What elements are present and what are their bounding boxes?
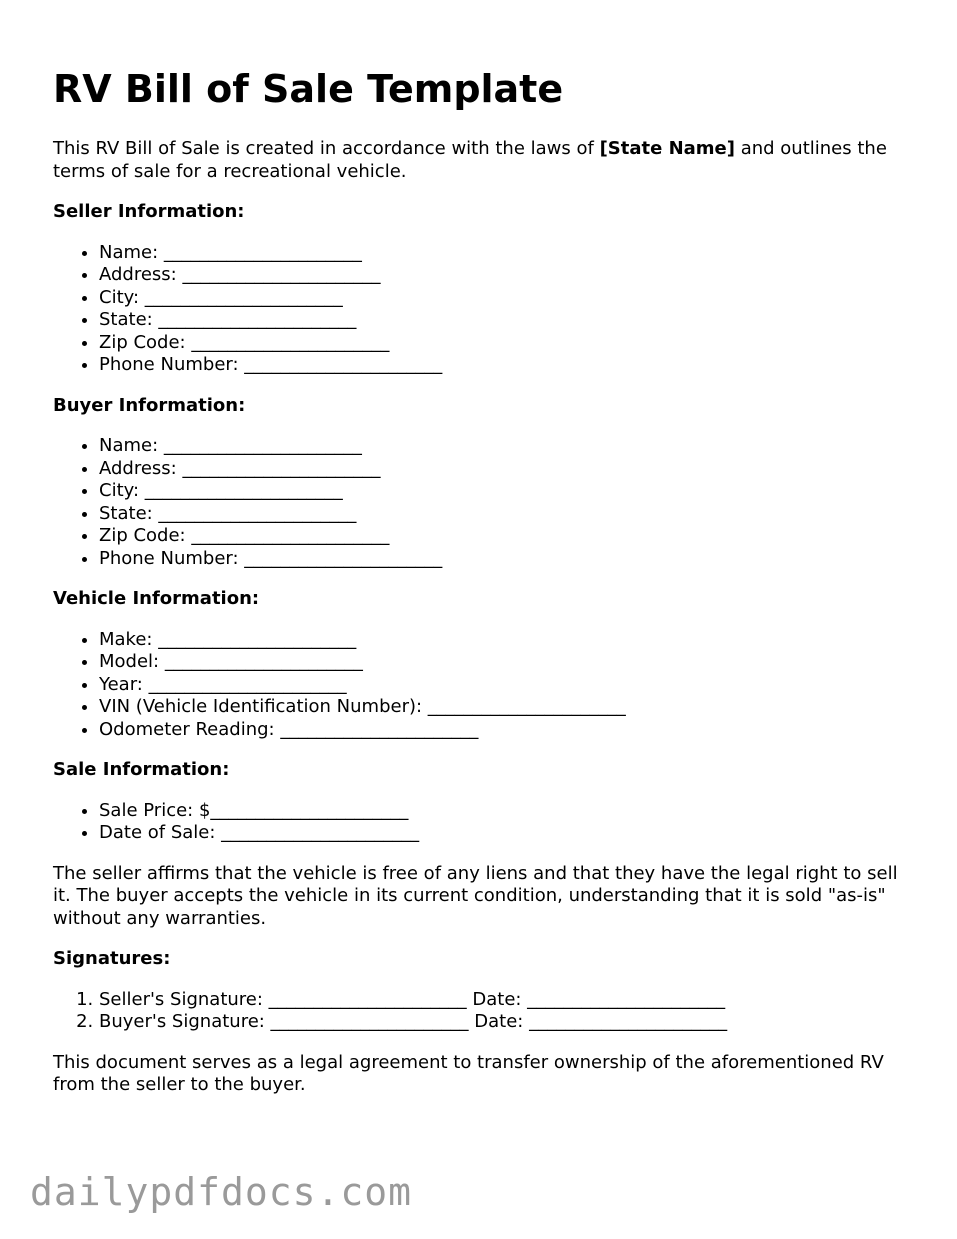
vehicle-heading: Vehicle Information: — [53, 588, 260, 609]
seller-address-field: • Address: ______________________ — [99, 264, 903, 287]
page-title: RV Bill of Sale Template — [53, 67, 564, 111]
buyer-phone-field: • Phone Number: ______________________ — [99, 548, 903, 571]
sale-price-field: • Sale Price: $______________________ — [99, 800, 903, 823]
vehicle-year-field: • Year: ______________________ — [99, 674, 903, 697]
sale-list — [53, 800, 903, 845]
closing-paragraph: This document serves as a legal agreement to transfer ownership of the aforementioned RV from the seller to the buyer. — [53, 1051, 884, 1095]
seller-state-field: • State: ______________________ — [99, 309, 903, 332]
vehicle-make-field: • Make: ______________________ — [99, 629, 903, 652]
state-name-placeholder: [State Name] — [599, 138, 735, 159]
seller-signature-line: 1. Seller's Signature: ______________________ Date: ______________________ — [99, 989, 903, 1012]
signatures-list — [53, 989, 903, 1034]
sale-heading: Sale Information: — [53, 759, 230, 780]
intro-text-after: and outlines the terms of sale for a recreational vehicle. — [53, 138, 887, 182]
affirmation-paragraph: The seller affirms that the vehicle is free of any liens and that they have the legal right to sell it. The buyer accepts the vehicle in its current condition, understanding that it is sold "as-is" without any warranties. — [53, 862, 898, 929]
seller-zip-field: • Zip Code: ______________________ — [99, 332, 903, 355]
seller-city-field: • City: ______________________ — [99, 287, 903, 310]
buyer-state-field: • State: ______________________ — [99, 503, 903, 526]
watermark: dailypdfdocs.com — [30, 1170, 413, 1214]
seller-name-field: • Name: ______________________ — [99, 242, 903, 265]
vehicle-list — [53, 629, 903, 742]
buyer-address-field: • Address: ______________________ — [99, 458, 903, 481]
document-page — [53, 64, 903, 1115]
seller-list — [53, 242, 903, 377]
buyer-heading: Buyer Information: — [53, 394, 246, 416]
seller-heading: Seller Information: — [53, 201, 245, 222]
intro-paragraph — [53, 138, 903, 183]
buyer-zip-field: • Zip Code: ______________________ — [99, 525, 903, 548]
buyer-signature-line: 2. Buyer's Signature: ______________________ Date: ______________________ — [99, 1011, 903, 1034]
signatures-heading: Signatures: — [53, 948, 171, 969]
buyer-city-field: • City: ______________________ — [99, 480, 903, 503]
vehicle-odometer-field: • Odometer Reading: ______________________ — [99, 719, 903, 742]
seller-phone-field: • Phone Number: ______________________ — [99, 354, 903, 377]
buyer-list — [53, 435, 903, 570]
intro-text-before: This RV Bill of Sale is created in accordance with the laws of — [53, 138, 600, 159]
sale-date-field: • Date of Sale: ______________________ — [99, 822, 903, 845]
vehicle-vin-field: • VIN (Vehicle Identification Number): ______________________ — [99, 696, 903, 719]
vehicle-model-field: • Model: ______________________ — [99, 651, 903, 674]
buyer-name-field: • Name: ______________________ — [99, 435, 903, 458]
